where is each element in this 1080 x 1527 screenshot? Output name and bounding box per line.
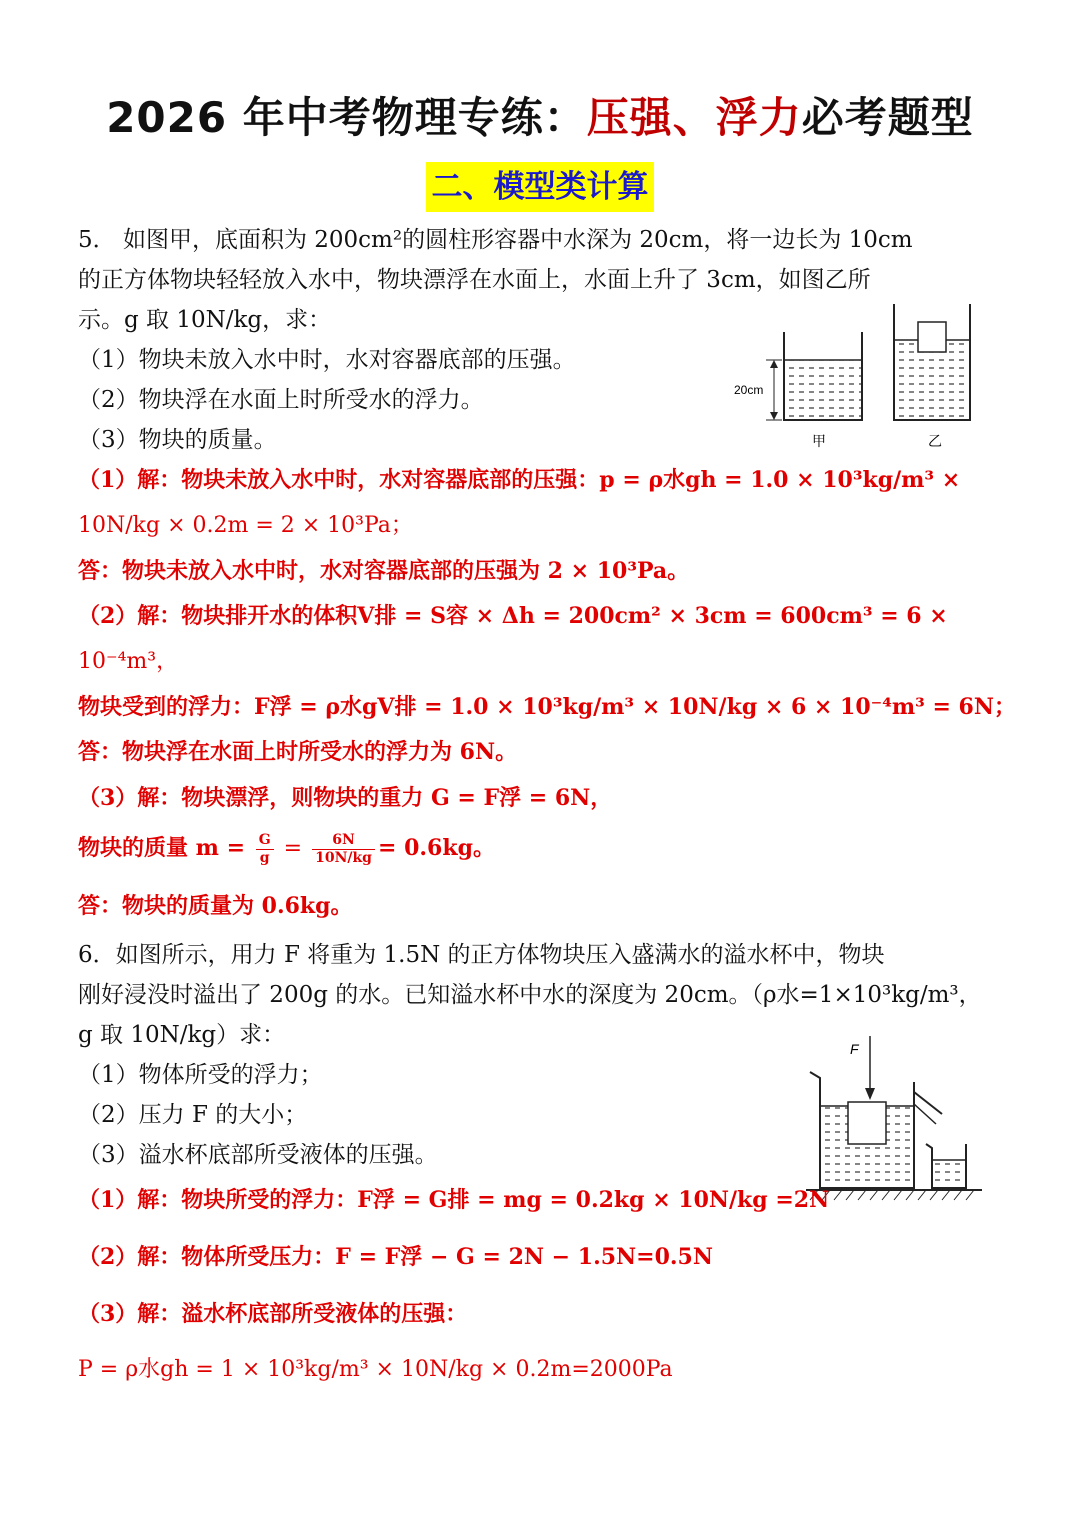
q6-stem-line-3: g 取 10N/kg）求：: [78, 1022, 286, 1048]
title-separator: 、: [672, 93, 716, 142]
q6-subquestion-1: （1）物体所受的浮力；: [78, 1062, 323, 1088]
q6-answer-2: （2）解：物体所受压力：F = F浮 − G = 2N − 1.5N=0.5N: [78, 1244, 713, 1270]
q5-subquestion-2: （2）物块浮在水面上时所受水的浮力。: [78, 387, 484, 413]
mass-result: = 0.6kg。: [377, 835, 495, 861]
fraction-2-numerator: 6N: [312, 832, 375, 850]
q5-stem-line-3: 示。g 取 10N/kg，求：: [78, 307, 332, 333]
figure-label-b: 乙: [928, 433, 942, 449]
q5-figure: [728, 300, 988, 460]
q6-answer-3-line-2: P = ρ水gh = 1 × 10³kg/m³ × 10N/kg × 0.2m=2000Pa: [78, 1357, 673, 1382]
figure-label-a: 甲: [812, 433, 826, 449]
q6-figure: [804, 1032, 988, 1204]
q6-answer-3-line-1: （3）解：溢水杯底部所受液体的压强：: [78, 1301, 468, 1327]
q6-subquestion-2: （2）压力 F 的大小；: [78, 1102, 308, 1128]
depth-label: 20cm: [734, 383, 764, 397]
force-arrow: [865, 1036, 875, 1100]
fraction-G-over-g: [256, 832, 274, 867]
q5-answer-2-line-3: 物块受到的浮力：F浮 = ρ水gV排 = 1.0 × 10³kg/m³ × 10N/kg × 6 × 10⁻⁴m³ = 6N；: [78, 694, 1016, 720]
q6-subquestion-3: （3）溢水杯底部所受液体的压强。: [78, 1142, 438, 1168]
q5-subquestion-3: （3）物块的质量。: [78, 427, 277, 453]
fraction-1-numerator: G: [256, 832, 274, 850]
q6-answer-1: （1）解：物块所受的浮力：F浮 = G排 = mg = 0.2kg × 10N/kg =2N: [78, 1187, 830, 1213]
fraction-2-denominator: 10N/kg: [315, 849, 372, 866]
submerged-block: [848, 1102, 886, 1144]
q5-answer-3-line-1: （3）解：物块漂浮，则物块的重力 G = F浮 = 6N，: [78, 785, 613, 811]
section-heading: 二、模型类计算: [426, 162, 654, 212]
ground: [806, 1190, 982, 1200]
q5-subquestion-1: （1）物块未放入水中时，水对容器底部的压强。: [78, 347, 576, 373]
depth-marker: [766, 360, 782, 420]
q5-answer-2-conclusion: 答：物块浮在水面上时所受水的浮力为 6N。: [78, 739, 518, 765]
fraction-6N-over-10N-kg: [312, 832, 375, 867]
container-a: [784, 332, 862, 420]
title-highlight-pressure: 压强: [586, 93, 673, 142]
container-b: [894, 304, 970, 420]
q6-stem-line-1: 6．如图所示，用力 F 将重为 1.5N 的正方体物块压入盛满水的溢水杯中，物块: [78, 942, 885, 968]
q5-answer-2-line-1: （2）解：物块排开水的体积V排 = S容 × Δh = 200cm² × 3cm = 600cm³ = 6 ×: [78, 603, 948, 629]
page-title: [0, 88, 1080, 148]
force-label: F: [850, 1041, 859, 1057]
title-highlight-buoyancy: 浮力: [715, 93, 802, 142]
fraction-1-denominator: g: [259, 849, 270, 866]
q5-answer-1-line-2: 10N/kg × 0.2m = 2 × 10³Pa；: [78, 513, 413, 538]
title-suffix: 必考题型: [801, 93, 974, 142]
floating-block: [918, 322, 946, 352]
q5-answer-3-conclusion: 答：物块的质量为 0.6kg。: [78, 893, 353, 919]
title-prefix: 2026 年中考物理专练：: [106, 93, 587, 142]
q5-answer-3-line-2: 物块的质量 m = $\frac{G}{g}$ = $\frac{6N}{10N/kg}$ = 0.6kg。: [78, 831, 495, 866]
q5-answer-1-conclusion: 答：物块未放入水中时，水对容器底部的压强为 2 × 10³Pa。: [78, 558, 690, 584]
q5-stem-line-1: 5． 如图甲，底面积为 200cm²的圆柱形容器中水深为 20cm，将一边长为 10cm: [78, 227, 913, 253]
q5-answer-2-line-2: 10⁻⁴m³，: [78, 649, 179, 674]
overflow-cup: [810, 1072, 942, 1188]
q5-answer-1-line-1: （1）解：物块未放入水中时，水对容器底部的压强：p = ρ水gh = 1.0 × 10³kg/m³ ×: [78, 467, 961, 493]
q5-stem-line-2: 的正方体物块轻轻放入水中，物块漂浮在水面上，水面上升了 3cm，如图乙所: [78, 267, 871, 293]
q6-stem-line-2: 刚好浸没时溢出了 200g 的水。已知溢水杯中水的深度为 20cm。（ρ水=1×10³kg/m³，: [78, 982, 982, 1008]
mass-prefix: 物块的质量 m =: [78, 835, 253, 861]
small-beaker: [926, 1144, 966, 1188]
